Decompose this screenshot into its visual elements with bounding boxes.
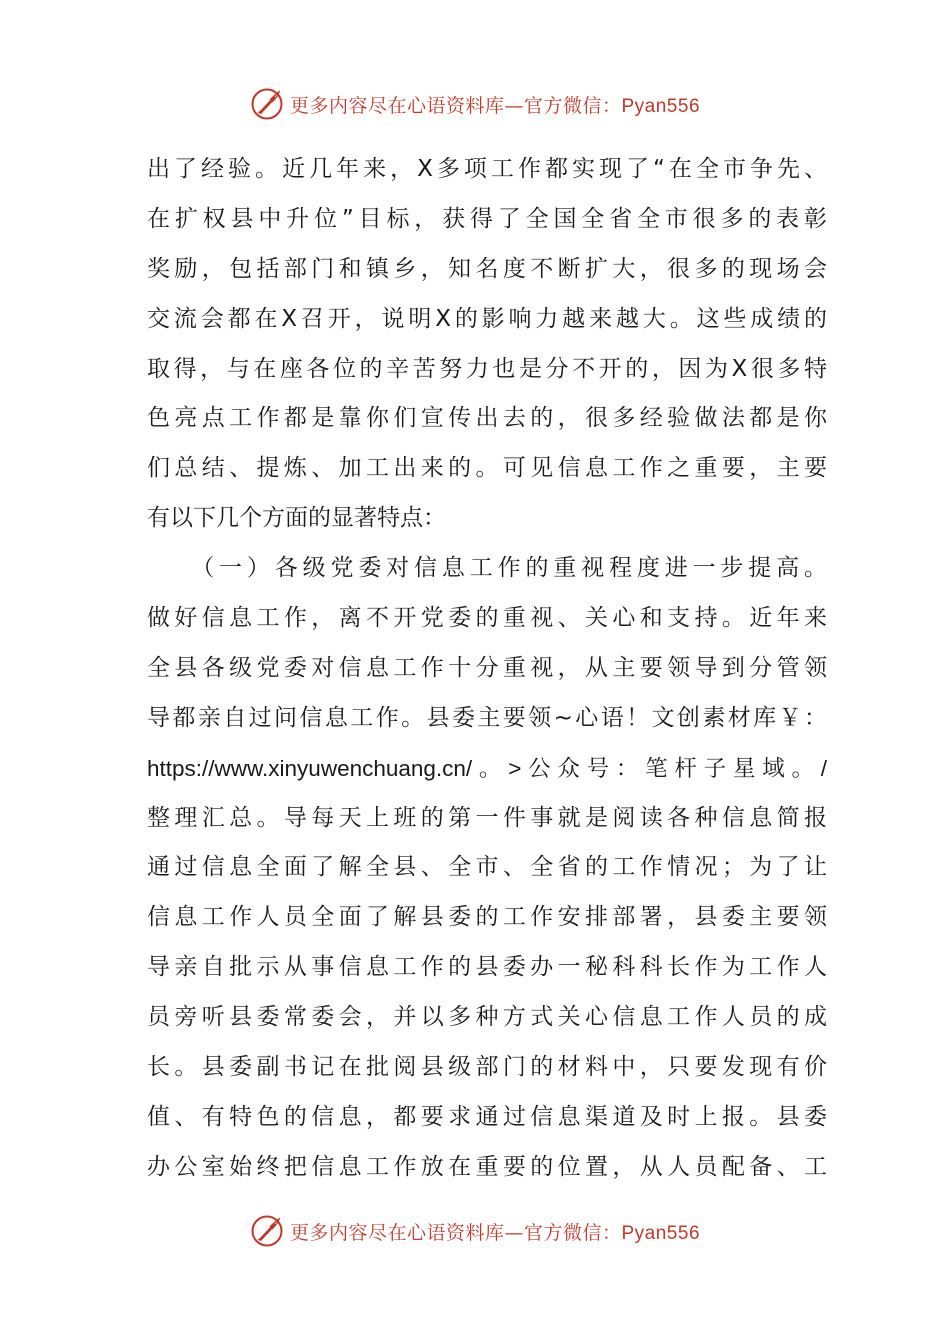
text-line: 通过信息全面了解全县、全市、全省的工作情况；为了让 — [147, 854, 827, 881]
text-line: 全县各级党委对信息工作十分重视，从主要领导到分管领 — [147, 654, 827, 681]
footer-banner-text — [290, 1218, 700, 1245]
banner-prefix: 更多内容尽在心语资料库— — [289, 1221, 524, 1244]
text-line: 取得，与在座各位的辛苦努力也是分不开的，因为X很多特 — [147, 355, 827, 382]
document-body — [147, 145, 827, 1193]
text-line: 信息工作人员全面了解县委的工作安排部署，县委主要领 — [147, 904, 827, 931]
text-line-url: https://www.xinyuwenchuang.cn/。>公众号：笔杆子星域。/ — [147, 755, 827, 781]
text-line: 有以下几个方面的显著特点： — [147, 505, 446, 532]
text-line: 办公室始终把信息工作放在重要的位置，从人员配备、工 — [147, 1153, 827, 1180]
text-line: 们总结、提炼、加工出来的。可见信息工作之重要，主要 — [147, 455, 827, 482]
section-heading-line: （一）各级党委对信息工作的重视程度进一步提高。 — [147, 555, 827, 582]
text-line: 交流会都在X召开，说明X的影响力越来越大。这些成绩的 — [147, 305, 827, 332]
banner-wechat-id: Pyan556 — [621, 1222, 701, 1244]
text-line: 在扩权县中升位”目标，获得了全国全省全市很多的表彰 — [147, 205, 827, 232]
text-line: 做好信息工作，离不开党委的重视、关心和支持。近年来 — [147, 605, 827, 632]
text-line: 色亮点工作都是靠你们宣传出去的，很多经验做法都是你 — [147, 405, 827, 432]
footer-watermark-banner — [0, 1211, 950, 1251]
text-line: 员旁听县委常委会，并以多种方式关心信息工作人员的成 — [147, 1004, 827, 1031]
header-banner-text — [290, 91, 700, 118]
text-line: 整理汇总。导每天上班的第一件事就是阅读各种信息简报 — [147, 804, 827, 831]
text-line: 出了经验。近几年来，X多项工作都实现了“在全市争先、 — [147, 156, 827, 182]
text-line: 导亲自批示从事信息工作的县委办一秘科科长作为工作人 — [147, 954, 827, 981]
banner-suffix: 官方微信： — [523, 1221, 622, 1244]
text-line: 奖励，包括部门和镇乡，知名度不断扩大，很多的现场会 — [147, 255, 827, 282]
text-line: 长。县委副书记在批阅县级部门的材料中，只要发现有价 — [147, 1054, 827, 1081]
quill-seal-icon — [250, 87, 284, 121]
header-watermark-banner — [0, 84, 950, 124]
banner-suffix: 官方微信： — [523, 94, 622, 117]
quill-seal-icon — [250, 1214, 284, 1248]
banner-prefix: 更多内容尽在心语资料库— — [289, 94, 524, 117]
text-line: 值、有特色的信息，都要求通过信息渠道及时上报。县委 — [147, 1103, 827, 1130]
text-line: 导都亲自过问信息工作。县委主要领~心语！文创素材库￥： — [147, 704, 827, 731]
banner-wechat-id: Pyan556 — [621, 95, 701, 117]
